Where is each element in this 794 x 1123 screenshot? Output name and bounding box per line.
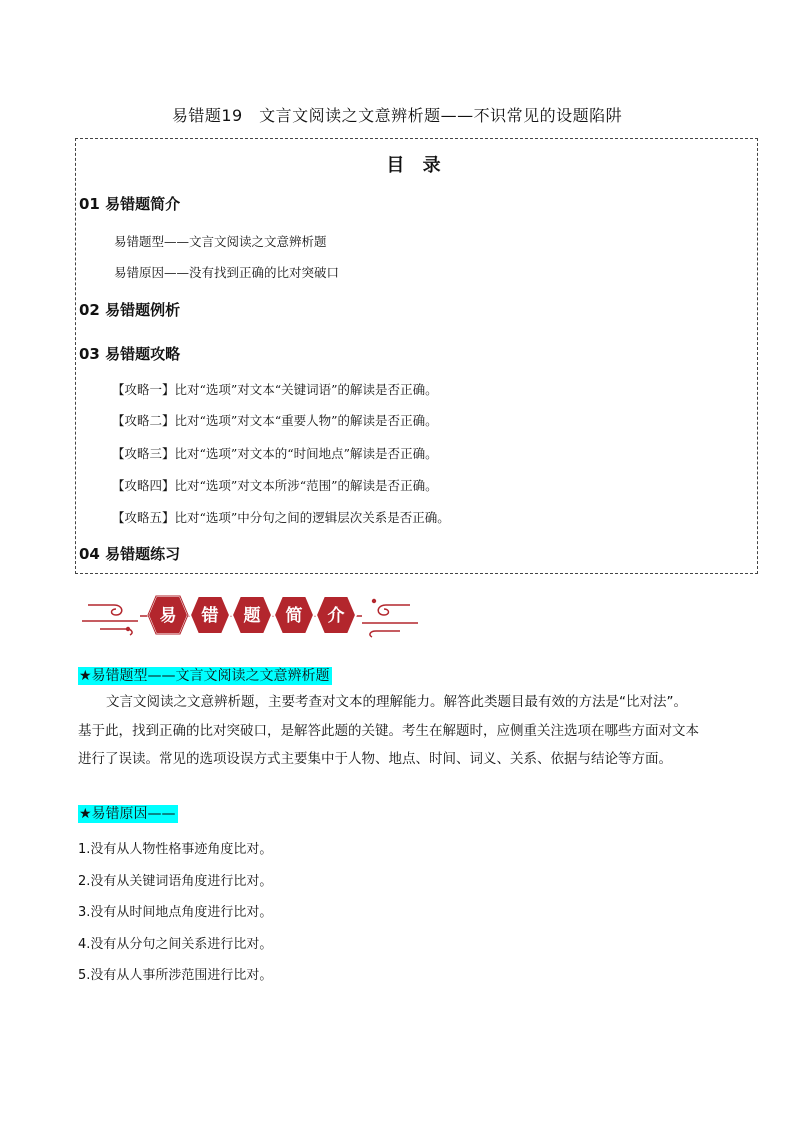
toc-section-01: 01 易错题简介	[79, 195, 181, 213]
banner-right-dot	[372, 599, 376, 603]
toc-item-strategy-1: 【攻略一】比对“选项”对文本“关键词语”的解读是否正确。	[112, 382, 438, 397]
toc-section-03: 03 易错题攻略	[79, 345, 181, 363]
toc-section-04: 04 易错题练习	[79, 545, 181, 563]
reason-item-2: 2.没有从关键词语角度进行比对。	[78, 874, 273, 889]
paragraph-line-3: 进行了误读。常见的选项设误方式主要集中于人物、地点、时间、词义、关系、依据与结论等方面。	[78, 751, 672, 767]
banner-hex-3	[232, 596, 272, 634]
toc-heading: 目 录	[386, 155, 447, 176]
reason-item-1: 1.没有从人物性格事迹角度比对。	[78, 842, 273, 857]
toc-item-type: 易错题型——文言文阅读之文意辨析题	[114, 234, 327, 249]
reason-section-heading: ★易错原因——	[79, 806, 176, 822]
banner-left-dot	[126, 627, 130, 631]
banner-hex-1	[148, 596, 188, 634]
toc-item-strategy-2: 【攻略二】比对“选项”对文本“重要人物”的解读是否正确。	[112, 413, 438, 428]
banner-char-1: 易	[159, 606, 177, 626]
banner-char-3: 题	[243, 606, 261, 626]
toc-section-02: 02 易错题例析	[79, 301, 181, 319]
banner-char-4: 简	[285, 606, 303, 626]
paragraph-line-1: 文言文阅读之文意辨析题，主要考查对文本的理解能力。解答此类题目最有效的方法是“比对法”。	[106, 694, 687, 710]
toc-item-strategy-3: 【攻略三】比对“选项”对文本的“时间地点”解读是否正确。	[112, 446, 438, 461]
banner-char-2: 错	[201, 606, 219, 626]
toc-item-strategy-5: 【攻略五】比对“选项”中分句之间的逻辑层次关系是否正确。	[112, 510, 450, 525]
banner-char-5: 介	[327, 606, 345, 626]
type-section-paragraph	[78, 688, 738, 774]
banner-hex-5	[316, 596, 356, 634]
section-banner	[80, 591, 420, 639]
toc-item-reason: 易错原因——没有找到正确的比对突破口	[114, 265, 340, 280]
toc-item-strategy-4: 【攻略四】比对“选项”对文本所涉“范围”的解读是否正确。	[112, 478, 438, 493]
reason-item-3: 3.没有从时间地点角度进行比对。	[78, 905, 273, 920]
type-section-heading: ★易错题型——文言文阅读之文意辨析题	[79, 668, 330, 684]
document-title: 易错题19 文言文阅读之文意辨析题——不识常见的设题陷阱	[171, 106, 623, 125]
banner-right-swirl	[362, 605, 418, 637]
table-of-contents	[75, 138, 758, 574]
paragraph-line-2: 基于此，找到正确的比对突破口，是解答此题的关键。考生在解题时，应侧重关注选项在哪些方面对文本	[78, 722, 699, 739]
reason-item-4: 4.没有从分句之间关系进行比对。	[78, 937, 273, 952]
banner-hex-4	[274, 596, 314, 634]
banner-hex-2	[190, 596, 230, 634]
reason-item-5: 5.没有从人事所涉范围进行比对。	[78, 968, 273, 983]
